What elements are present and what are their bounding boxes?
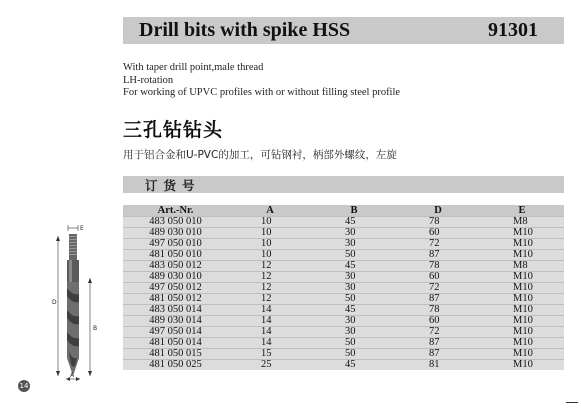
page-number: 14 [19,382,29,390]
table-cell: 30 [312,272,396,283]
table-body [123,217,564,371]
table-cell: 481 050 015 [123,349,228,360]
table-row [123,349,564,360]
chinese-title: 三孔钻钻头 [123,119,224,141]
description [123,62,400,100]
title-bar [123,17,564,44]
table-row [123,305,564,316]
table-cell: 72 [396,239,480,250]
table-cell: 30 [312,239,396,250]
table-cell: 489 030 010 [123,228,228,239]
table-cell: 489 030 014 [123,316,228,327]
label-e: E [80,225,84,232]
table-cell: M10 [480,250,564,261]
table-cell: 14 [228,316,312,327]
table-cell: 483 050 012 [123,261,228,272]
table-cell: M10 [480,327,564,338]
table-cell: 81 [396,360,480,371]
table-cell: 10 [228,239,312,250]
table-header-row [123,205,564,217]
product-title: Drill bits with spike HSS [139,19,351,41]
table-cell: M8 [480,217,564,228]
table-cell: 10 [228,228,312,239]
drill-bit-drawing [40,218,112,383]
table-cell: 50 [312,338,396,349]
table-cell: 481 050 012 [123,294,228,305]
table-cell: 15 [228,349,312,360]
table-cell: 78 [396,305,480,316]
table-cell: 489 030 010 [123,272,228,283]
corner-mark [566,402,578,403]
table-cell: 45 [312,305,396,316]
table-cell: 481 050 014 [123,338,228,349]
header-b: B [312,205,396,217]
table-cell: M10 [480,239,564,250]
table-cell: 60 [396,316,480,327]
table-cell: 483 050 010 [123,217,228,228]
table-cell: 87 [396,338,480,349]
table-cell: 14 [228,327,312,338]
table-cell: 50 [312,349,396,360]
table-cell: 25 [228,360,312,371]
table-row [123,272,564,283]
table-cell: 78 [396,261,480,272]
table-cell: 10 [228,250,312,261]
table-cell: 87 [396,294,480,305]
description-line: LH-rotation [123,74,174,86]
table-row [123,316,564,327]
table-cell: 10 [228,217,312,228]
table-cell: M10 [480,283,564,294]
table-cell: 497 050 014 [123,327,228,338]
table-cell: 30 [312,228,396,239]
table-cell: 45 [312,217,396,228]
product-code: 91301 [488,19,538,41]
table-row [123,239,564,250]
table-row [123,294,564,305]
table-cell: M10 [480,316,564,327]
table-cell: 483 050 014 [123,305,228,316]
table-cell: M10 [480,228,564,239]
table-row [123,228,564,239]
description-line: For working of UPVC profiles with or without filling steel profile [123,87,401,98]
table-row [123,338,564,349]
table-cell: 12 [228,261,312,272]
header-a: A [228,205,312,217]
table-cell: M10 [480,305,564,316]
order-number-bar [123,176,564,193]
table-row [123,250,564,261]
header-d: D [396,205,480,217]
table-cell: 45 [312,360,396,371]
table-cell: 12 [228,283,312,294]
table-cell: 45 [312,261,396,272]
table-cell: 78 [396,217,480,228]
table-cell: 481 050 025 [123,360,228,371]
table-cell: M10 [480,272,564,283]
table-row [123,327,564,338]
table-row [123,360,564,371]
table-cell: 12 [228,272,312,283]
table-cell: 72 [396,327,480,338]
table-row [123,217,564,228]
spec-table [123,205,564,370]
table-cell: 497 050 012 [123,283,228,294]
label-a: A [70,372,75,379]
table-cell: M10 [480,338,564,349]
table-cell: 30 [312,316,396,327]
table-row [123,283,564,294]
table-cell: 12 [228,294,312,305]
table-cell: 87 [396,349,480,360]
chinese-description: 用于铝合金和U-PVC的加工，可钻钢衬，柄部外螺纹，左旋 [123,149,397,161]
description-line: With taper drill point,male thread [123,62,264,73]
table-cell: 60 [396,272,480,283]
table-cell: 87 [396,250,480,261]
table-cell: M10 [480,294,564,305]
label-d: D [52,299,57,306]
table-cell: 60 [396,228,480,239]
header-e: E [480,205,564,217]
table-row [123,261,564,272]
table-cell: 72 [396,283,480,294]
table-cell: M10 [480,349,564,360]
table-cell: 30 [312,283,396,294]
header-art-nr: Art.-Nr. [123,205,228,217]
label-b: B [93,325,98,332]
table-cell: M10 [480,360,564,371]
table-cell: 481 050 010 [123,250,228,261]
table-cell: 30 [312,327,396,338]
table-cell: 50 [312,250,396,261]
table-cell: M8 [480,261,564,272]
table-cell: 497 050 010 [123,239,228,250]
order-number-label: 订货号 [145,178,201,193]
table-cell: 14 [228,338,312,349]
table-cell: 50 [312,294,396,305]
table-cell: 14 [228,305,312,316]
